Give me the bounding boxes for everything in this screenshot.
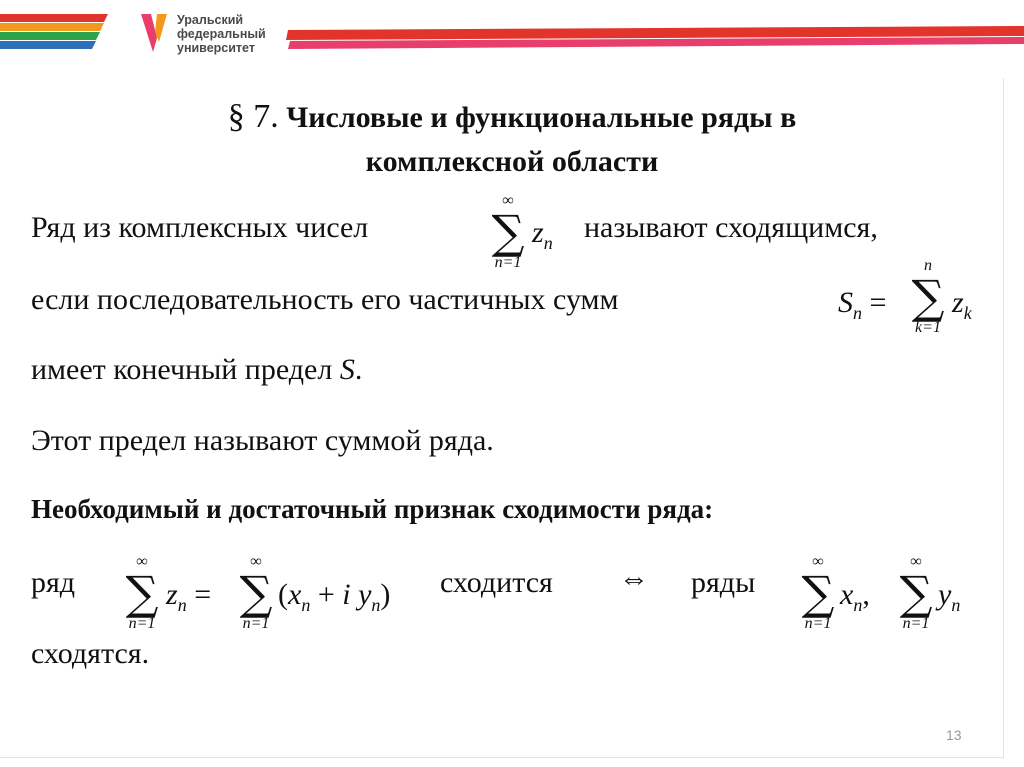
y-sub: n [371, 595, 381, 615]
sum-upper-limit: ∞ [136, 553, 148, 570]
university-logo-icon [139, 12, 169, 54]
sigma-icon: ∑ [801, 566, 835, 620]
text-line-3 [31, 353, 362, 387]
logo-line: университет [177, 41, 255, 55]
text-line-1b: называют сходящимся, [584, 211, 878, 244]
sigma-icon: ∑ [125, 566, 159, 620]
text-row-c: ряды [691, 566, 756, 599]
equivalence-arrow-icon: ⇔ [619, 562, 649, 595]
logo-line: федеральный [177, 27, 266, 41]
sum-term [840, 578, 870, 616]
sigma-icon: ∑ [491, 205, 525, 259]
sigma-icon: ∑ [911, 270, 945, 324]
logo-line: Уральский [177, 13, 244, 27]
line3-text: имеет конечный предел [31, 353, 340, 386]
slide-title [0, 98, 1024, 136]
sum-lower-limit: n=1 [128, 615, 156, 632]
term-sub: k [963, 303, 972, 323]
y-var: y [358, 578, 372, 611]
section-number: § 7. [227, 98, 279, 135]
plus-sign: + [310, 578, 343, 611]
imag-unit: i [342, 578, 351, 611]
paren-open: ( [278, 578, 288, 611]
sum-lower-limit: n=1 [804, 615, 832, 632]
title-line-1: Числовые и функциональные ряды в [286, 101, 797, 134]
text-line-1a: Ряд из комплексных чисел [31, 211, 369, 244]
text-last-line: сходятся. [31, 637, 150, 670]
sum-symbol [234, 554, 278, 632]
term-sub: n [177, 595, 187, 615]
x-var: x [288, 578, 302, 611]
term-sub: n [853, 595, 863, 615]
sum-symbol [486, 193, 530, 271]
sum-upper-limit: ∞ [812, 553, 824, 570]
sum-lower-limit: n=1 [902, 615, 930, 632]
equals-sign: = [869, 286, 887, 319]
equals-sign: = [194, 578, 212, 611]
criterion-heading: Необходимый и достаточный признак сходимости ряда: [31, 494, 714, 524]
sum-lower-limit: n=1 [242, 615, 270, 632]
text-line-2: если последовательность его частичных сумм [31, 283, 619, 316]
sum-upper-limit: ∞ [502, 192, 514, 209]
sum-expression [278, 578, 390, 616]
comma: , [862, 578, 870, 611]
sum-upper-limit: ∞ [250, 553, 262, 570]
title-line-2: комплексной области [365, 145, 659, 178]
partial-sum-lhs [838, 286, 886, 324]
term-var: x [840, 578, 854, 611]
sigma-icon: ∑ [899, 566, 933, 620]
sum-symbol [120, 554, 164, 632]
sum-lower-limit: n=1 [494, 254, 522, 271]
text-line-4: Этот предел называют суммой ряда. [31, 424, 494, 457]
slide-border-bottom [0, 757, 1004, 758]
university-logo-text [177, 13, 266, 55]
sum-upper-limit: n [924, 257, 932, 274]
sigma-icon: ∑ [239, 566, 273, 620]
sum-term [938, 578, 960, 616]
sum-upper-limit: ∞ [910, 553, 922, 570]
limit-var: S [339, 353, 355, 386]
sum-term [952, 286, 972, 324]
sum-symbol [906, 258, 950, 336]
term-var: y [938, 578, 952, 611]
text-row-a: ряд [31, 566, 76, 599]
text-row-b: сходится [440, 566, 553, 599]
paren-close: ) [380, 578, 391, 611]
slide-title-line-2 [0, 145, 1024, 179]
term-var: z [952, 286, 964, 319]
x-sub: n [301, 595, 311, 615]
slide-border-right [1003, 78, 1004, 758]
term-var: z [166, 578, 178, 611]
sum-term [166, 578, 211, 616]
page-number: 13 [946, 727, 962, 743]
sum-lower-limit: k=1 [915, 319, 941, 336]
sum-term [532, 216, 553, 254]
sum-symbol [894, 554, 938, 632]
lhs-var: S [838, 286, 853, 319]
line3-dot: . [354, 353, 363, 386]
term-sub: n [951, 595, 961, 615]
lhs-sub: n [853, 303, 862, 323]
term-sub: n [543, 233, 553, 253]
term-var: z [532, 216, 544, 249]
sum-symbol [796, 554, 840, 632]
